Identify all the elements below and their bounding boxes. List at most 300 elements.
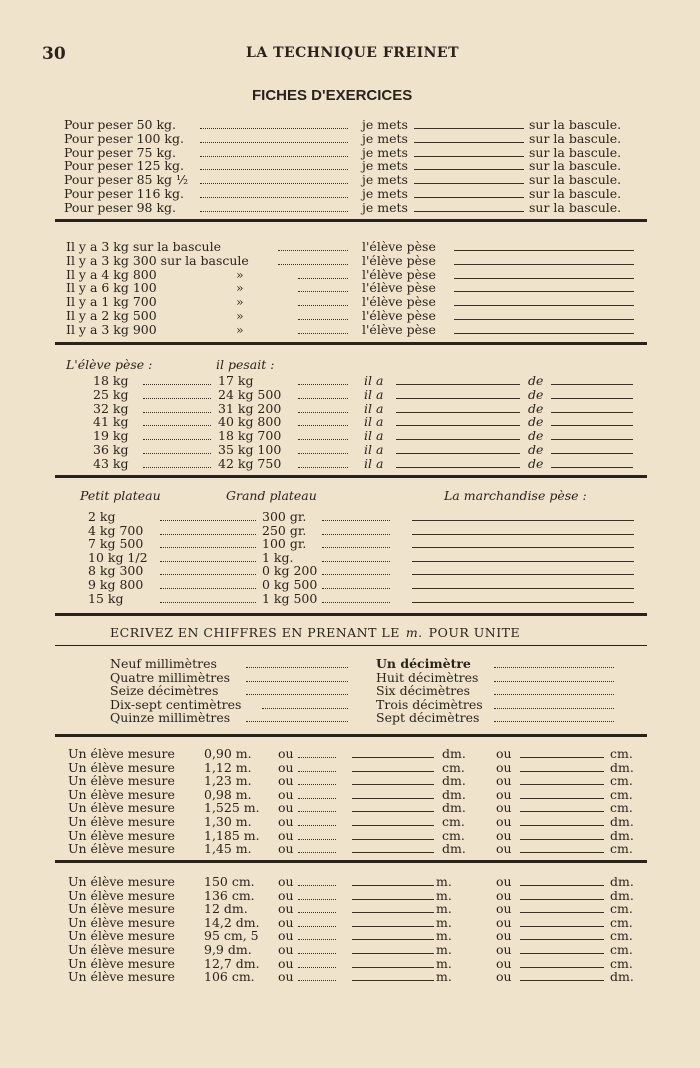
column-header-pesait: il pesait : bbox=[216, 357, 275, 372]
measure-word-right: Un décimètre bbox=[376, 656, 471, 671]
unit-1: cm. bbox=[442, 814, 465, 829]
dot-leader bbox=[246, 671, 348, 682]
measured-value: 1,30 m. bbox=[204, 814, 252, 829]
measure-prefix: Un élève mesure bbox=[68, 827, 175, 843]
ou-label: ou bbox=[278, 969, 294, 985]
answer-blank bbox=[520, 788, 604, 799]
unit-1: dm. bbox=[442, 786, 466, 802]
column-header-grand: Grand plateau bbox=[226, 488, 317, 503]
section-divider bbox=[55, 475, 647, 478]
unit-1: m. bbox=[436, 942, 452, 957]
answer-blank bbox=[551, 388, 633, 399]
il-a-label: il a bbox=[364, 373, 384, 388]
dot-leader bbox=[160, 564, 256, 575]
weight-before: 24 kg 500 bbox=[218, 386, 282, 402]
ou-label: ou bbox=[278, 814, 294, 829]
je-mets-label: je mets bbox=[362, 172, 408, 188]
dot-leader bbox=[298, 916, 336, 927]
dot-leader bbox=[298, 281, 348, 292]
answer-blank bbox=[352, 889, 434, 900]
weight-before: 35 kg 100 bbox=[218, 442, 282, 457]
je-mets-label: je mets bbox=[362, 144, 408, 160]
measured-value: 12 dm. bbox=[204, 901, 248, 917]
measure-prefix: Un élève mesure bbox=[68, 773, 175, 789]
answer-blank bbox=[352, 875, 434, 886]
scale-statement: Il y a 3 kg 900 bbox=[66, 321, 157, 337]
unit-2: cm. bbox=[610, 928, 633, 944]
dot-leader bbox=[143, 415, 211, 426]
dot-leader bbox=[494, 684, 614, 695]
dot-leader bbox=[200, 132, 348, 143]
answer-blank bbox=[520, 875, 604, 886]
weight-before: 17 kg bbox=[218, 373, 254, 388]
unit-1: cm. bbox=[442, 827, 465, 843]
ou-label: ou bbox=[496, 969, 512, 985]
ou-label: ou bbox=[278, 887, 294, 903]
answer-blank bbox=[520, 929, 604, 940]
ou-label: ou bbox=[278, 942, 294, 957]
unit-1: dm. bbox=[442, 800, 466, 816]
measured-value: 1,185 m. bbox=[204, 827, 260, 843]
answer-blank bbox=[520, 970, 604, 981]
weight-now: 32 kg bbox=[93, 400, 129, 416]
dot-leader bbox=[494, 671, 614, 682]
measure-prefix: Un élève mesure bbox=[68, 955, 175, 971]
dot-leader bbox=[298, 902, 336, 913]
unit-2: cm. bbox=[610, 914, 633, 930]
dot-leader bbox=[200, 159, 348, 170]
answer-blank bbox=[454, 240, 634, 251]
ou-label: ou bbox=[278, 746, 294, 761]
measure-word-left: Seize décimètres bbox=[110, 683, 219, 699]
dot-leader bbox=[298, 443, 348, 454]
measure-word-right: Huit décimètres bbox=[376, 669, 479, 685]
weight-before: 40 kg 800 bbox=[218, 414, 282, 430]
ou-label: ou bbox=[496, 928, 512, 944]
ou-label: ou bbox=[278, 759, 294, 775]
unit-2: cm. bbox=[610, 942, 633, 957]
dot-leader bbox=[298, 889, 336, 900]
je-mets-label: je mets bbox=[362, 158, 408, 174]
measure-word-left: Neuf millimètres bbox=[110, 656, 217, 671]
pese-label: l'élève pèse bbox=[362, 252, 436, 268]
scale-statement: Il y a 2 kg 500 bbox=[66, 308, 157, 323]
answer-blank bbox=[551, 429, 633, 440]
unit-1: dm. bbox=[442, 841, 466, 857]
small-plate-weight: 2 kg bbox=[88, 509, 116, 524]
unit-1: dm. bbox=[442, 746, 466, 761]
ditto-mark: » bbox=[236, 308, 244, 323]
measured-value: 95 cm, 5 bbox=[204, 928, 259, 944]
answer-blank bbox=[352, 943, 434, 954]
dot-leader bbox=[494, 711, 614, 722]
ou-label: ou bbox=[496, 759, 512, 775]
heading-text: ECRIVEZ EN CHIFFRES EN PRENANT LE bbox=[110, 625, 400, 640]
ou-label: ou bbox=[496, 901, 512, 917]
small-plate-weight: 15 kg bbox=[88, 590, 124, 606]
de-label: de bbox=[528, 400, 544, 416]
dot-leader bbox=[160, 510, 256, 521]
section-divider bbox=[55, 645, 647, 646]
dot-leader bbox=[298, 875, 336, 886]
answer-blank bbox=[520, 829, 604, 840]
pese-label: l'élève pèse bbox=[362, 239, 436, 254]
large-plate-weight: 1 kg. bbox=[262, 549, 294, 565]
dot-leader bbox=[298, 943, 336, 954]
je-mets-label: je mets bbox=[362, 186, 408, 201]
weight-before: 42 kg 750 bbox=[218, 455, 282, 471]
dot-leader bbox=[298, 402, 348, 413]
answer-blank bbox=[520, 902, 604, 913]
measure-word-right: Six décimètres bbox=[376, 683, 471, 699]
dot-leader bbox=[160, 537, 256, 548]
ditto-mark: » bbox=[236, 266, 244, 282]
scale-statement: Il y a 4 kg 800 bbox=[66, 266, 157, 282]
weigh-task: Pour peser 116 kg. bbox=[64, 186, 184, 201]
unit-2: dm. bbox=[610, 827, 634, 843]
ditto-mark: » bbox=[236, 294, 244, 310]
ou-label: ou bbox=[496, 874, 512, 889]
measure-prefix: Un élève mesure bbox=[68, 800, 175, 816]
section-divider bbox=[55, 613, 647, 616]
measured-value: 12,7 dm. bbox=[204, 955, 260, 971]
answer-blank bbox=[352, 761, 434, 772]
ou-label: ou bbox=[496, 887, 512, 903]
ou-label: ou bbox=[278, 928, 294, 944]
answer-blank bbox=[396, 388, 520, 399]
dot-leader bbox=[278, 254, 348, 265]
bascule-label: sur la bascule. bbox=[529, 130, 622, 146]
scale-statement: Il y a 3 kg sur la bascule bbox=[66, 239, 221, 254]
answer-blank bbox=[352, 957, 434, 968]
section-heading bbox=[110, 625, 520, 640]
dot-leader bbox=[200, 173, 348, 184]
answer-blank bbox=[551, 457, 633, 468]
answer-blank bbox=[520, 889, 604, 900]
ou-label: ou bbox=[278, 955, 294, 971]
dot-leader bbox=[298, 323, 348, 334]
column-header-pese: L'élève pèse : bbox=[66, 357, 153, 372]
scale-statement: Il y a 6 kg 100 bbox=[66, 280, 157, 296]
measured-value: 0,98 m. bbox=[204, 786, 252, 802]
weigh-task: Pour peser 50 kg. bbox=[64, 117, 177, 132]
weigh-task: Pour peser 85 kg ½ bbox=[64, 172, 189, 188]
measure-word-right: Trois décimètres bbox=[376, 696, 483, 712]
ou-label: ou bbox=[496, 841, 512, 857]
page-number: 30 bbox=[42, 44, 66, 64]
dot-leader bbox=[246, 711, 348, 722]
answer-blank bbox=[454, 295, 634, 306]
unit-1: m. bbox=[436, 914, 452, 930]
bascule-label: sur la bascule. bbox=[529, 158, 622, 174]
unit-2: cm. bbox=[610, 786, 633, 802]
bascule-label: sur la bascule. bbox=[529, 186, 622, 201]
dot-leader bbox=[298, 829, 336, 840]
pese-label: l'élève pèse bbox=[362, 294, 436, 310]
answer-blank bbox=[454, 268, 634, 279]
unit-1: m. bbox=[436, 901, 452, 917]
page-title: FICHES D'EXERCICES bbox=[252, 87, 413, 104]
dot-leader bbox=[322, 551, 390, 562]
dot-leader bbox=[298, 747, 336, 758]
je-mets-label: je mets bbox=[362, 130, 408, 146]
dot-leader bbox=[160, 578, 256, 589]
weight-now: 36 kg bbox=[93, 442, 129, 457]
ou-label: ou bbox=[496, 942, 512, 957]
large-plate-weight: 0 kg 200 bbox=[262, 563, 318, 579]
dot-leader bbox=[298, 774, 336, 785]
ou-label: ou bbox=[278, 800, 294, 816]
de-label: de bbox=[528, 428, 544, 444]
measure-prefix: Un élève mesure bbox=[68, 786, 175, 802]
measured-value: 0,90 m. bbox=[204, 746, 252, 761]
dot-leader bbox=[262, 698, 348, 709]
dot-leader bbox=[298, 957, 336, 968]
answer-blank bbox=[352, 842, 434, 853]
ou-label: ou bbox=[496, 827, 512, 843]
measure-prefix: Un élève mesure bbox=[68, 814, 175, 829]
answer-blank bbox=[520, 842, 604, 853]
ou-label: ou bbox=[496, 773, 512, 789]
answer-blank bbox=[352, 916, 434, 927]
answer-blank bbox=[520, 761, 604, 772]
dot-leader bbox=[278, 240, 348, 251]
unit-2: dm. bbox=[610, 759, 634, 775]
section-divider bbox=[55, 219, 647, 222]
de-label: de bbox=[528, 386, 544, 402]
heading-unit: m. bbox=[405, 625, 423, 640]
ou-label: ou bbox=[278, 827, 294, 843]
de-label: de bbox=[528, 442, 544, 457]
ditto-mark: » bbox=[236, 280, 244, 296]
answer-blank bbox=[352, 829, 434, 840]
answer-blank bbox=[414, 187, 524, 198]
measure-prefix: Un élève mesure bbox=[68, 969, 175, 985]
de-label: de bbox=[528, 455, 544, 471]
answer-blank bbox=[396, 457, 520, 468]
ou-label: ou bbox=[496, 746, 512, 761]
answer-blank bbox=[396, 415, 520, 426]
weigh-task: Pour peser 75 kg. bbox=[64, 144, 177, 160]
dot-leader bbox=[298, 801, 336, 812]
answer-blank bbox=[352, 929, 434, 940]
weight-before: 18 kg 700 bbox=[218, 428, 282, 444]
de-label: de bbox=[528, 373, 544, 388]
answer-blank bbox=[352, 970, 434, 981]
ou-label: ou bbox=[496, 914, 512, 930]
answer-blank bbox=[520, 815, 604, 826]
measure-prefix: Un élève mesure bbox=[68, 746, 175, 761]
dot-leader bbox=[298, 295, 348, 306]
scale-statement: Il y a 1 kg 700 bbox=[66, 294, 157, 310]
measure-word-left: Quatre millimètres bbox=[110, 669, 231, 685]
measure-prefix: Un élève mesure bbox=[68, 901, 175, 917]
measure-prefix: Un élève mesure bbox=[68, 759, 175, 775]
weight-now: 41 kg bbox=[93, 414, 129, 430]
answer-blank bbox=[352, 774, 434, 785]
answer-blank bbox=[551, 443, 633, 454]
large-plate-weight: 1 kg 500 bbox=[262, 590, 318, 606]
answer-blank bbox=[412, 551, 634, 562]
dot-leader bbox=[298, 374, 348, 385]
ou-label: ou bbox=[278, 914, 294, 930]
answer-blank bbox=[454, 323, 634, 334]
small-plate-weight: 10 kg 1/2 bbox=[88, 549, 148, 565]
answer-blank bbox=[520, 916, 604, 927]
measured-value: 136 cm. bbox=[204, 887, 255, 903]
dot-leader bbox=[246, 684, 348, 695]
unit-2: dm. bbox=[610, 874, 634, 889]
dot-leader bbox=[298, 268, 348, 279]
measure-prefix: Un élève mesure bbox=[68, 914, 175, 930]
measured-value: 1,12 m. bbox=[204, 759, 252, 775]
measured-value: 14,2 dm. bbox=[204, 914, 260, 930]
answer-blank bbox=[551, 402, 633, 413]
il-a-label: il a bbox=[364, 386, 384, 402]
weight-before: 31 kg 200 bbox=[218, 400, 282, 416]
answer-blank bbox=[352, 801, 434, 812]
dot-leader bbox=[298, 815, 336, 826]
dot-leader bbox=[298, 842, 336, 853]
unit-2: cm. bbox=[610, 901, 633, 917]
scale-statement: Il y a 3 kg 300 sur la bascule bbox=[66, 252, 249, 268]
answer-blank bbox=[520, 801, 604, 812]
ou-label: ou bbox=[496, 786, 512, 802]
small-plate-weight: 9 kg 800 bbox=[88, 577, 144, 592]
dot-leader bbox=[200, 187, 348, 198]
dot-leader bbox=[143, 443, 211, 454]
answer-blank bbox=[520, 774, 604, 785]
answer-blank bbox=[412, 524, 634, 535]
unit-2: dm. bbox=[610, 814, 634, 829]
answer-blank bbox=[454, 254, 634, 265]
weight-now: 19 kg bbox=[93, 428, 129, 444]
unit-1: m. bbox=[436, 955, 452, 971]
answer-blank bbox=[412, 578, 634, 589]
dot-leader bbox=[298, 761, 336, 772]
bascule-label: sur la bascule. bbox=[529, 172, 622, 188]
measured-value: 9,9 dm. bbox=[204, 942, 252, 957]
answer-blank bbox=[414, 201, 524, 212]
answer-blank bbox=[414, 159, 524, 170]
il-a-label: il a bbox=[364, 442, 384, 457]
dot-leader bbox=[200, 201, 348, 212]
il-a-label: il a bbox=[364, 400, 384, 416]
dot-leader bbox=[143, 388, 211, 399]
weigh-task: Pour peser 100 kg. bbox=[64, 130, 184, 146]
weight-now: 18 kg bbox=[93, 373, 129, 388]
pese-label: l'élève pèse bbox=[362, 266, 436, 282]
measure-prefix: Un élève mesure bbox=[68, 874, 175, 889]
dot-leader bbox=[298, 970, 336, 981]
measured-value: 1,525 m. bbox=[204, 800, 260, 816]
large-plate-weight: 0 kg 500 bbox=[262, 577, 318, 592]
answer-blank bbox=[414, 173, 524, 184]
ou-label: ou bbox=[496, 955, 512, 971]
unit-2: cm. bbox=[610, 746, 633, 761]
ditto-mark: » bbox=[236, 321, 244, 337]
dot-leader bbox=[298, 788, 336, 799]
weight-now: 25 kg bbox=[93, 386, 129, 402]
answer-blank bbox=[414, 118, 524, 129]
ou-label: ou bbox=[278, 841, 294, 857]
answer-blank bbox=[352, 815, 434, 826]
dot-leader bbox=[322, 578, 390, 589]
answer-blank bbox=[396, 402, 520, 413]
dot-leader bbox=[160, 551, 256, 562]
ou-label: ou bbox=[278, 773, 294, 789]
unit-1: m. bbox=[436, 969, 452, 985]
large-plate-weight: 250 gr. bbox=[262, 522, 307, 538]
unit-1: m. bbox=[436, 887, 452, 903]
section-divider bbox=[55, 342, 647, 345]
dot-leader bbox=[143, 457, 211, 468]
ou-label: ou bbox=[278, 874, 294, 889]
pese-label: l'élève pèse bbox=[362, 321, 436, 337]
ou-label: ou bbox=[496, 814, 512, 829]
measure-word-left: Dix-sept centimètres bbox=[110, 696, 242, 712]
answer-blank bbox=[551, 374, 633, 385]
answer-blank bbox=[396, 429, 520, 440]
weigh-task: Pour peser 125 kg. bbox=[64, 158, 184, 174]
answer-blank bbox=[551, 415, 633, 426]
unit-1: dm. bbox=[442, 773, 466, 789]
measured-value: 1,23 m. bbox=[204, 773, 252, 789]
answer-blank bbox=[520, 943, 604, 954]
dot-leader bbox=[246, 657, 348, 668]
answer-blank bbox=[352, 902, 434, 913]
small-plate-weight: 8 kg 300 bbox=[88, 563, 144, 579]
bascule-label: sur la bascule. bbox=[529, 117, 622, 132]
answer-blank bbox=[412, 537, 634, 548]
dot-leader bbox=[494, 698, 614, 709]
measured-value: 1,45 m. bbox=[204, 841, 252, 857]
answer-blank bbox=[454, 309, 634, 320]
unit-2: cm. bbox=[610, 800, 633, 816]
dot-leader bbox=[160, 592, 256, 603]
dot-leader bbox=[298, 457, 348, 468]
answer-blank bbox=[412, 592, 634, 603]
answer-blank bbox=[412, 564, 634, 575]
answer-blank bbox=[520, 747, 604, 758]
measure-prefix: Un élève mesure bbox=[68, 942, 175, 957]
bascule-label: sur la bascule. bbox=[529, 144, 622, 160]
column-header-marchandise: La marchandise pèse : bbox=[444, 488, 587, 503]
measured-value: 106 cm. bbox=[204, 969, 255, 985]
answer-blank bbox=[396, 443, 520, 454]
section-divider bbox=[55, 860, 647, 863]
dot-leader bbox=[322, 564, 390, 575]
answer-blank bbox=[412, 510, 634, 521]
unit-1: cm. bbox=[442, 759, 465, 775]
je-mets-label: je mets bbox=[362, 117, 408, 132]
weigh-task: Pour peser 98 kg. bbox=[64, 199, 177, 215]
dot-leader bbox=[298, 429, 348, 440]
answer-blank bbox=[414, 132, 524, 143]
answer-blank bbox=[352, 747, 434, 758]
dot-leader bbox=[298, 309, 348, 320]
small-plate-weight: 7 kg 500 bbox=[88, 536, 144, 552]
dot-leader bbox=[322, 537, 390, 548]
dot-leader bbox=[298, 415, 348, 426]
dot-leader bbox=[143, 402, 211, 413]
heading-text-end: POUR UNITE bbox=[428, 625, 521, 640]
dot-leader bbox=[200, 146, 348, 157]
answer-blank bbox=[352, 788, 434, 799]
dot-leader bbox=[322, 592, 390, 603]
dot-leader bbox=[160, 524, 256, 535]
measure-prefix: Un élève mesure bbox=[68, 841, 175, 857]
